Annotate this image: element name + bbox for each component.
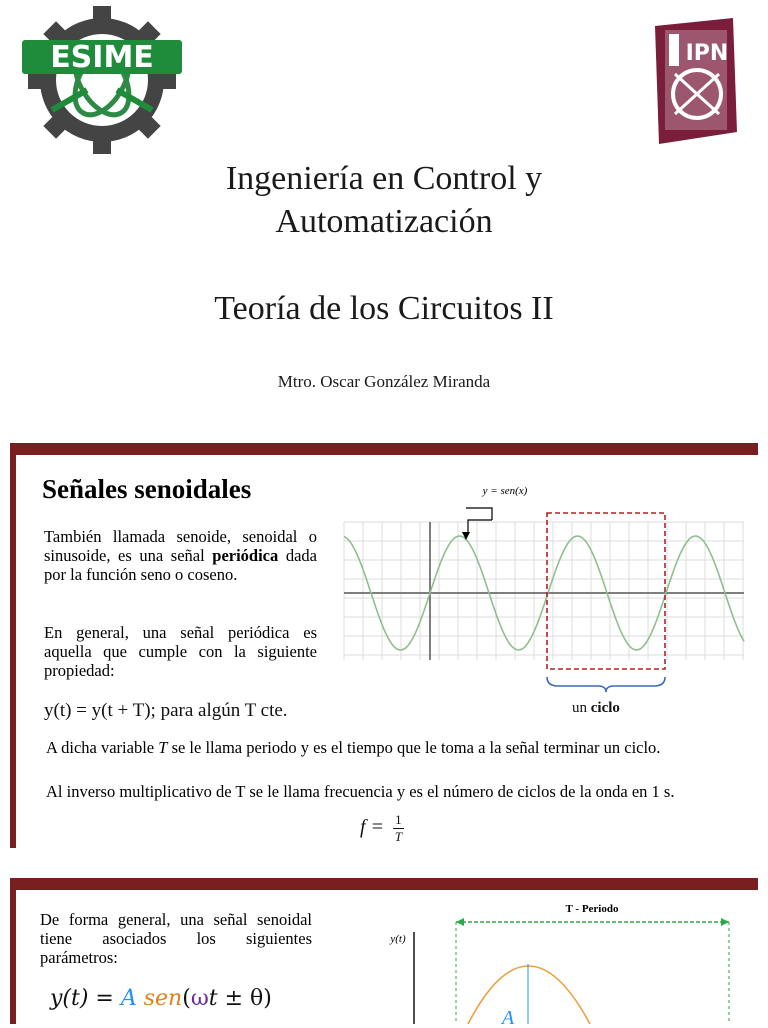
cycle-prefix: un	[572, 700, 591, 716]
amplitude-label: A	[501, 1007, 515, 1024]
frequency-paragraph: Al inverso multiplicativo de T se le llama frecuencia y es el número de ciclos de la onda en 1 s.	[46, 782, 675, 801]
periodic-property-equation: y(t) = y(t + T); para algún T cte.	[44, 700, 288, 721]
slide2-left-bar	[10, 443, 16, 848]
frequency-denominator: T	[394, 829, 402, 844]
definition-paragraph	[44, 527, 317, 584]
slide3-top-bar	[10, 878, 758, 890]
title-line-2: Automatización	[275, 203, 493, 240]
author: Mtro. Oscar González Miranda	[277, 372, 491, 391]
frequency-equation	[360, 812, 404, 845]
course-title: Teoría de los Circuitos II	[214, 290, 554, 327]
parameters-paragraph: De forma general, una señal senoidal tiene asociados los siguientes parámetros:	[40, 910, 312, 967]
general-sine-equation	[50, 986, 272, 1011]
ipn-logo-text: IPN	[685, 41, 729, 66]
eq-t: t	[208, 986, 225, 1011]
ipn-logo	[645, 14, 743, 150]
section-heading: Señales senoidales	[42, 474, 252, 504]
sine-graph	[340, 480, 748, 720]
periodic-keyword: periódica	[212, 546, 279, 565]
title-line-1: Ingeniería en Control y	[225, 160, 543, 197]
esime-logo-text: ESIME	[50, 40, 154, 75]
graph-function-label: y = sen(x)	[482, 485, 528, 497]
eq-sen: sen	[143, 986, 183, 1011]
frequency-lhs: f =	[360, 816, 385, 839]
cycle-label	[572, 700, 620, 717]
period-text-end: se le llama periodo y es el tiempo que le toma a la señal terminar un ciclo.	[167, 738, 661, 757]
esime-logo	[18, 4, 186, 154]
eq-close-paren: )	[263, 986, 272, 1011]
definition-end: dada por la función seno o coseno.	[44, 546, 317, 584]
eq-amplitude: A	[120, 986, 137, 1011]
frequency-numerator: 1	[395, 812, 402, 827]
slide3-left-bar	[10, 878, 16, 1024]
eq-phase: ± θ	[224, 986, 264, 1011]
eq-omega: ω	[190, 986, 209, 1011]
y-axis-label: y(t)	[390, 933, 406, 945]
eq-open-paren: (	[182, 986, 191, 1011]
period-text-start: A dicha variable	[46, 738, 159, 757]
parameter-graph	[380, 896, 750, 1024]
cycle-word: ciclo	[590, 700, 620, 716]
eq-y: y(t) =	[50, 986, 121, 1011]
periodic-paragraph: En general, una señal periódica es aquella que cumple con la siguiente propiedad:	[44, 623, 317, 680]
period-paragraph	[46, 738, 748, 757]
definition-start: También llamada senoide, senoidal o sinusoide, es una señal	[44, 527, 317, 565]
slide2-top-bar	[10, 443, 758, 455]
period-label: T - Periodo	[565, 903, 619, 915]
period-variable: T	[158, 738, 168, 757]
